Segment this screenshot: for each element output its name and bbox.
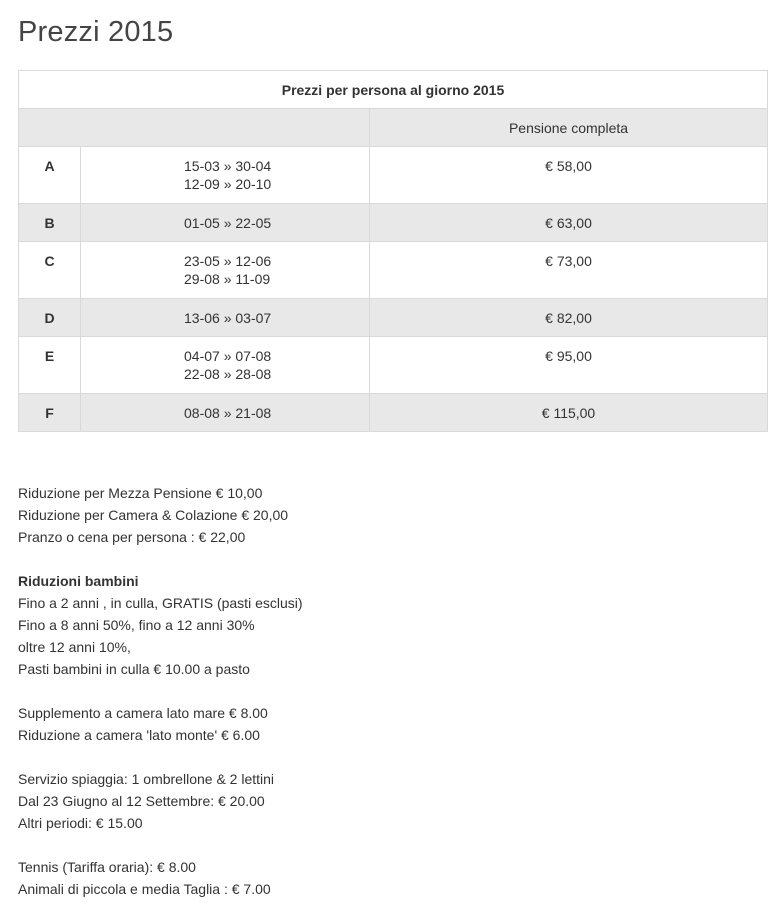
price-cell: € 115,00 bbox=[370, 394, 768, 432]
band-cell: A bbox=[19, 147, 81, 204]
children-note: oltre 12 anni 10%, bbox=[18, 639, 131, 655]
dates-cell bbox=[81, 242, 370, 299]
dates-cell bbox=[81, 337, 370, 394]
date-range: 29-08 » 11-09 bbox=[184, 271, 271, 287]
extra-note: Animali di piccola e media Taglia : € 7.00 bbox=[18, 881, 271, 897]
header-price-cell: Pensione completa bbox=[370, 109, 768, 147]
price-cell: € 95,00 bbox=[370, 337, 768, 394]
table-row bbox=[19, 394, 768, 432]
beach-block bbox=[18, 768, 303, 834]
beach-note: Servizio spiaggia: 1 ombrellone & 2 lettini bbox=[18, 771, 275, 787]
extra-note: Tennis (Tariffa oraria): € 8.00 bbox=[18, 859, 196, 875]
date-range: 15-03 » 30-04 bbox=[184, 158, 272, 174]
date-range: 23-05 » 12-06 bbox=[184, 253, 272, 269]
children-note: Pasti bambini in culla € 10.00 a pasto bbox=[18, 661, 250, 677]
table-row bbox=[19, 299, 768, 337]
dates-cell bbox=[81, 299, 370, 337]
date-range: 08-08 » 21-08 bbox=[184, 405, 272, 421]
dates-cell bbox=[81, 147, 370, 204]
room-note: Riduzione a camera 'lato monte' € 6.00 bbox=[18, 727, 260, 743]
meal-price: Pranzo o cena per persona : € 22,00 bbox=[18, 529, 246, 545]
date-range: 22-08 » 28-08 bbox=[184, 366, 272, 382]
rooms-block bbox=[18, 702, 303, 746]
children-note: Fino a 8 anni 50%, fino a 12 anni 30% bbox=[18, 617, 255, 633]
price-table bbox=[18, 70, 768, 432]
children-heading: Riduzioni bambini bbox=[18, 573, 139, 589]
price-cell: € 73,00 bbox=[370, 242, 768, 299]
band-cell: F bbox=[19, 394, 81, 432]
table-caption: Prezzi per persona al giorno 2015 bbox=[19, 71, 768, 109]
dates-cell bbox=[81, 204, 370, 242]
extras-block bbox=[18, 856, 303, 900]
table-header-row bbox=[19, 109, 768, 147]
table-row bbox=[19, 147, 768, 204]
band-cell: C bbox=[19, 242, 81, 299]
reduction-bed-breakfast: Riduzione per Camera & Colazione € 20,00 bbox=[18, 507, 289, 523]
date-range: 04-07 » 07-08 bbox=[184, 348, 272, 364]
beach-note: Altri periodi: € 15.00 bbox=[18, 815, 143, 831]
price-cell: € 63,00 bbox=[370, 204, 768, 242]
header-empty-cell bbox=[19, 109, 370, 147]
price-cell: € 82,00 bbox=[370, 299, 768, 337]
table-row bbox=[19, 204, 768, 242]
reductions-block bbox=[18, 482, 303, 548]
children-note: Fino a 2 anni , in culla, GRATIS (pasti esclusi) bbox=[18, 595, 303, 611]
dates-cell bbox=[81, 394, 370, 432]
date-range: 01-05 » 22-05 bbox=[184, 215, 272, 231]
children-block bbox=[18, 570, 303, 680]
beach-note: Dal 23 Giugno al 12 Settembre: € 20.00 bbox=[18, 793, 265, 809]
room-note: Supplemento a camera lato mare € 8.00 bbox=[18, 705, 268, 721]
table-row bbox=[19, 337, 768, 394]
band-cell: B bbox=[19, 204, 81, 242]
date-range: 13-06 » 03-07 bbox=[184, 310, 272, 326]
table-row bbox=[19, 242, 768, 299]
band-cell: E bbox=[19, 337, 81, 394]
page-title: Prezzi 2015 bbox=[18, 16, 174, 48]
band-cell: D bbox=[19, 299, 81, 337]
price-cell: € 58,00 bbox=[370, 147, 768, 204]
date-range: 12-09 » 20-10 bbox=[184, 176, 272, 192]
reduction-half-board: Riduzione per Mezza Pensione € 10,00 bbox=[18, 485, 263, 501]
price-notes bbox=[18, 482, 303, 922]
